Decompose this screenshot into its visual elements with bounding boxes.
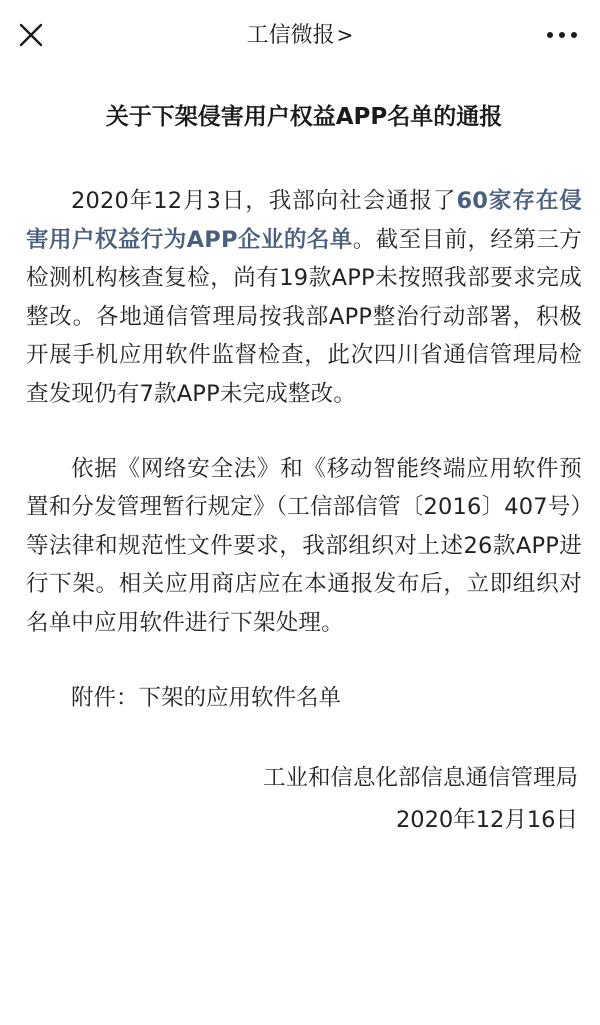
paragraph-1-body: 。截至目前，经第三方检测机构核查复检，尚有19款APP未按照我部要求完成整改。各地通信管理局按我部APP整治行动部署，积极开展手机应用软件监督检查，此次四川省通信管理局检查发现仍有7款APP未完成整改。 [26,226,582,407]
more-icon [542,22,582,48]
highlighted-company-list: 60家存在侵害用户权益行为APP企业的名单 [26,188,582,253]
paragraph-1 [26,182,582,414]
chevron-right-icon: > [336,23,354,47]
attachment-line: 附件：下架的应用软件名单 [71,684,342,711]
publish-date: 2020年12月16日 [395,807,578,834]
paragraph-2: 依据《网络安全法》和《移动智能终端应用软件预置和分发管理暂行规定》（工信部信管〔2016〕407号）等法律和规范性文件要求，我部组织对上述26款APP进行下架。相关应用商店应在本通报发布后，立即组织对名单中应用软件进行下架处理。 [26,455,582,636]
account-title-link[interactable] [0,20,600,51]
signature: 工业和信息化部信息通信管理局 [262,765,578,792]
paragraph-1-intro: 2020年12月3日，我部向社会通报了 [71,188,457,214]
account-title: 工信微报 [246,23,335,48]
article-body [26,100,582,841]
top-bar [0,0,600,70]
article-title: 关于下架侵害用户权益APP名单的通报 [105,104,503,130]
more-button[interactable] [542,22,582,48]
